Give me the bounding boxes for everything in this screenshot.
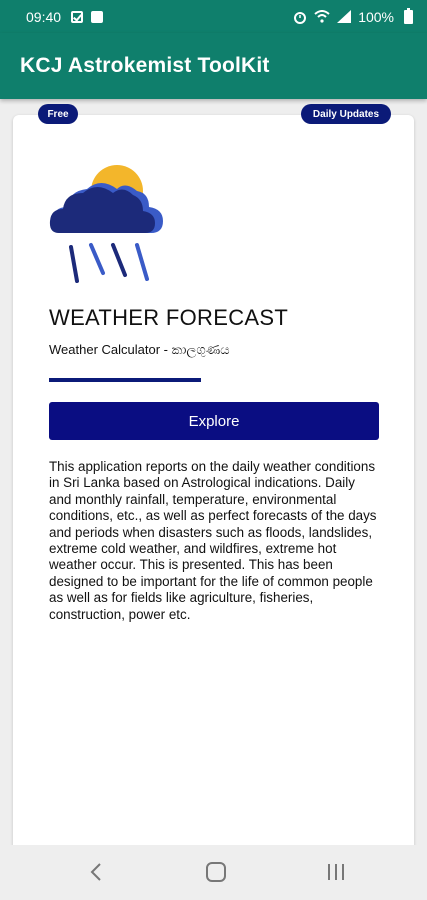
app-title: KCJ Astrokemist ToolKit <box>20 54 270 77</box>
battery-text: 100% <box>358 8 394 25</box>
status-bar <box>0 0 427 33</box>
free-badge: Free <box>38 104 78 124</box>
page-title: WEATHER FORECAST <box>49 305 289 330</box>
home-icon[interactable] <box>205 862 227 882</box>
check-box-icon <box>71 11 83 23</box>
subtitle: Weather Calculator - කාලගුණය <box>49 342 230 357</box>
battery-icon <box>404 10 413 24</box>
system-nav-bar <box>0 845 427 900</box>
signal-icon <box>337 10 351 23</box>
title-divider <box>49 378 201 382</box>
recent-apps-icon[interactable] <box>326 862 346 882</box>
status-right <box>293 9 413 25</box>
explore-button[interactable]: Explore <box>49 402 379 440</box>
app-bar <box>0 33 427 99</box>
weather-rain-sun-icon <box>49 163 169 288</box>
daily-updates-badge: Daily Updates <box>301 104 391 124</box>
alarm-icon <box>293 10 307 24</box>
status-time: 09:40 <box>26 8 62 25</box>
image-icon <box>91 11 103 23</box>
wifi-icon <box>314 10 330 23</box>
description-text: This application reports on the daily weather conditions in Sri Lanka based on Astrological indications. Daily and monthly rainfall, temperature, environmental conditions, etc., as well as perfect forecasts of the days and periods when disasters such as floods, landslides, extreme cold weather, and wildfires, extreme hot weather occur. This is presented. This has been designed to be important for the life of common people as well as for fields like agriculture, fisheries, construction, power etc. <box>49 459 377 622</box>
back-icon[interactable] <box>88 862 104 882</box>
